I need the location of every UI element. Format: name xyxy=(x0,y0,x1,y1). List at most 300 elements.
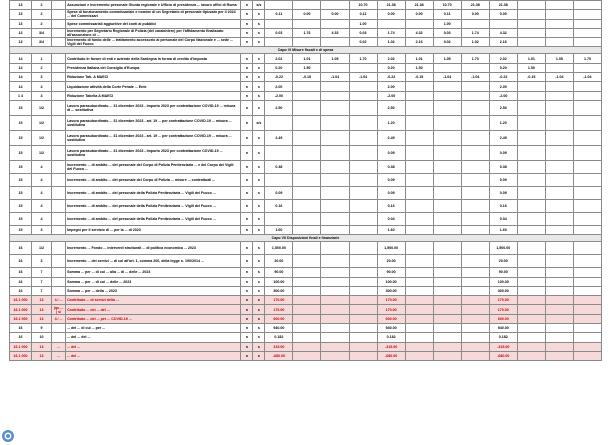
value-cell xyxy=(517,173,545,186)
value-cell xyxy=(545,186,573,199)
value-cell xyxy=(545,38,573,47)
article-number-cell: 16.1 000 xyxy=(10,351,32,360)
value-cell xyxy=(293,1,321,10)
value-cell xyxy=(545,145,573,160)
value-cell xyxy=(573,342,601,351)
description-cell: Somma ... per ... di cui ... delle ... 2023 xyxy=(66,277,241,286)
description-cell: Contributo in favore di enti e aziende della Sardegna in forma di credito d'imposta xyxy=(66,54,241,63)
value-cell: -680.00 xyxy=(489,351,517,360)
value-cell: 1.02 xyxy=(461,38,489,47)
article-number-cell: 15 xyxy=(10,199,32,212)
value-cell xyxy=(545,130,573,145)
description-cell: Incremento ... Fondo ... interventi strutturali ... di politica economica ... 2023 xyxy=(66,242,241,255)
letter-cell xyxy=(52,73,66,82)
description-cell: Incremento ... di ambito ... del personale del Corpo di Polizia ... misure ... contrattuali ... xyxy=(66,173,241,186)
value-cell: 0.03 xyxy=(433,28,461,37)
value-cell: 21.38 xyxy=(405,1,433,10)
letter-cell xyxy=(52,100,66,115)
value-cell: 0.16 xyxy=(489,199,517,212)
article-number-cell: 14 xyxy=(10,54,32,63)
value-cell xyxy=(349,255,377,268)
value-cell xyxy=(517,351,545,360)
section-caption: Capo VII Disposizioni finali e finanziarie xyxy=(10,235,602,242)
article-number-cell: 16 xyxy=(10,268,32,277)
value-cell xyxy=(545,225,573,234)
table-row xyxy=(10,54,602,63)
value-cell xyxy=(545,82,573,91)
code-cell: n xyxy=(241,10,253,19)
value-cell: 10.70 xyxy=(433,1,461,10)
value-cell: 2.02 xyxy=(265,54,293,63)
article-number-cell: 4 xyxy=(32,91,52,100)
value-cell xyxy=(405,286,433,295)
article-number-cell: 4 xyxy=(32,82,52,91)
value-cell: 940.00 xyxy=(489,324,517,333)
code-cell: n xyxy=(241,91,253,100)
value-cell xyxy=(293,351,321,360)
code-cell: n xyxy=(241,19,253,28)
value-cell xyxy=(461,242,489,255)
value-cell xyxy=(349,324,377,333)
table-row xyxy=(10,100,602,115)
value-cell xyxy=(517,324,545,333)
code-cell: n xyxy=(241,324,253,333)
value-cell xyxy=(433,82,461,91)
value-cell xyxy=(349,199,377,212)
code-cell: n xyxy=(241,100,253,115)
value-cell xyxy=(433,286,461,295)
value-cell xyxy=(293,82,321,91)
value-cell xyxy=(349,333,377,342)
description-cell: Incremento ... di ambito ... del personale della Polizia Penitenziaria ... Vigili del Fuoco ... xyxy=(66,186,241,199)
description-cell: Lavoro parasubordinato ... 31 dicembre 2023 - art. 19 ... per contrattazione COVID-19 ... misura ... sostitutiva xyxy=(66,130,241,145)
value-cell xyxy=(517,186,545,199)
table-row xyxy=(10,286,602,295)
value-cell: 0.00 xyxy=(293,10,321,19)
article-number-cell: 1 4 xyxy=(10,91,32,100)
code-cell: n xyxy=(241,225,253,234)
article-number-cell: 15 xyxy=(10,173,32,186)
value-cell xyxy=(461,305,489,314)
value-cell xyxy=(293,255,321,268)
value-cell xyxy=(293,225,321,234)
value-cell xyxy=(321,199,349,212)
value-cell xyxy=(293,324,321,333)
value-cell xyxy=(461,286,489,295)
value-cell xyxy=(433,173,461,186)
value-cell xyxy=(405,199,433,212)
value-cell xyxy=(405,268,433,277)
value-cell xyxy=(573,38,601,47)
value-cell xyxy=(349,130,377,145)
value-cell xyxy=(573,277,601,286)
value-cell: -0.22 xyxy=(489,73,517,82)
description-cell: Incremento per Segretario Regionale di Polizia (del carabiniere) per l'affidamento finalizzato all'assunzione di ... xyxy=(66,28,241,37)
value-cell xyxy=(545,28,573,37)
description-cell: Impegni per il servizio di ... per la ... di 2023 xyxy=(66,225,241,234)
letter-cell xyxy=(52,82,66,91)
article-number-cell: 1/2 xyxy=(32,130,52,145)
article-number-cell: 13 xyxy=(32,296,52,305)
code-cell: s xyxy=(253,305,265,314)
code-cell: s xyxy=(253,199,265,212)
value-cell: -1.04 xyxy=(573,73,601,82)
value-cell xyxy=(545,63,573,72)
value-cell: 1.20 xyxy=(377,115,405,130)
code-cell: s xyxy=(253,255,265,268)
value-cell xyxy=(489,19,517,28)
value-cell xyxy=(545,314,573,323)
letter-cell xyxy=(52,225,66,234)
value-cell xyxy=(517,115,545,130)
value-cell xyxy=(545,305,573,314)
code-cell: n xyxy=(241,305,253,314)
value-cell xyxy=(573,314,601,323)
value-cell xyxy=(545,277,573,286)
value-cell xyxy=(293,268,321,277)
value-cell: 0.00 xyxy=(461,10,489,19)
value-cell: 1.60 xyxy=(265,225,293,234)
value-cell: 1.01 xyxy=(293,54,321,63)
value-cell: 1.00 xyxy=(349,19,377,28)
value-cell: 1.01 xyxy=(517,54,545,63)
value-cell xyxy=(349,145,377,160)
value-cell xyxy=(265,1,293,10)
value-cell: 4.32 xyxy=(489,28,517,37)
value-cell xyxy=(573,296,601,305)
value-cell xyxy=(321,160,349,173)
value-cell xyxy=(433,130,461,145)
code-cell: n xyxy=(241,333,253,342)
value-cell xyxy=(433,268,461,277)
table-row xyxy=(10,115,602,130)
code-cell: s xyxy=(253,324,265,333)
value-cell xyxy=(349,63,377,72)
value-cell xyxy=(349,160,377,173)
value-cell xyxy=(573,28,601,37)
value-cell xyxy=(349,286,377,295)
value-cell: 1,500.00 xyxy=(489,242,517,255)
value-cell xyxy=(405,82,433,91)
value-cell xyxy=(545,173,573,186)
value-cell xyxy=(433,333,461,342)
article-number-cell: 13 xyxy=(32,314,52,323)
article-number-cell: 4 xyxy=(32,160,52,173)
value-cell: 2.00 xyxy=(265,82,293,91)
value-cell xyxy=(321,100,349,115)
value-cell: 100.00 xyxy=(265,277,293,286)
code-cell: s xyxy=(253,242,265,255)
code-cell: n xyxy=(241,342,253,351)
table-row xyxy=(10,314,602,323)
description-cell: Contributo ... dei ... per ... COVID-19 ... xyxy=(66,314,241,323)
value-cell xyxy=(545,242,573,255)
article-number-cell: 16 xyxy=(10,255,32,268)
value-cell: 0.11 xyxy=(433,10,461,19)
value-cell xyxy=(461,173,489,186)
value-cell xyxy=(265,115,293,130)
article-number-cell: 15 xyxy=(10,212,32,225)
value-cell xyxy=(517,342,545,351)
value-cell xyxy=(321,1,349,10)
letter-cell xyxy=(52,286,66,295)
value-cell xyxy=(573,91,601,100)
letter-cell xyxy=(52,91,66,100)
letter-cell xyxy=(52,115,66,130)
value-cell xyxy=(349,351,377,360)
description-cell: Incremento di fondo delle ... trattamento accessorio al personale del Corpo Nazionale e ... sede ... Vigili del Fuoco xyxy=(66,38,241,47)
description-cell: Incremento ... di ambito ... del personale del Corpo di Polizia Penitenziaria ... e del Corpo dei Vigili del Fuoco ... xyxy=(66,160,241,173)
letter-cell xyxy=(52,1,66,10)
value-cell: 2.49 xyxy=(377,130,405,145)
article-number-cell: 7 xyxy=(32,277,52,286)
value-cell xyxy=(461,130,489,145)
value-cell: 1.70 xyxy=(461,54,489,63)
letter-cell xyxy=(52,199,66,212)
table-row xyxy=(10,242,602,255)
value-cell xyxy=(293,305,321,314)
value-cell: 20.00 xyxy=(489,255,517,268)
value-cell xyxy=(433,145,461,160)
code-cell: s xyxy=(253,212,265,225)
value-cell xyxy=(405,314,433,323)
value-cell: 0.03 xyxy=(265,28,293,37)
value-cell: 170.00 xyxy=(377,296,405,305)
value-cell: 1.76 xyxy=(293,28,321,37)
value-cell xyxy=(293,91,321,100)
description-cell: ... del ... del ... xyxy=(66,333,241,342)
value-cell xyxy=(433,255,461,268)
value-cell xyxy=(573,286,601,295)
letter-cell xyxy=(52,145,66,160)
value-cell: -0.22 xyxy=(377,73,405,82)
value-cell xyxy=(545,199,573,212)
value-cell xyxy=(405,212,433,225)
value-cell xyxy=(321,225,349,234)
value-cell xyxy=(265,38,293,47)
table-row xyxy=(10,73,602,82)
code-cell: n xyxy=(241,73,253,82)
table-row xyxy=(10,28,602,37)
article-number-cell: 2 xyxy=(32,63,52,72)
value-cell xyxy=(461,63,489,72)
code-cell: n xyxy=(241,173,253,186)
letter-cell xyxy=(52,19,66,28)
article-number-cell: 15 xyxy=(10,186,32,199)
value-cell: 0.09 xyxy=(489,186,517,199)
value-cell xyxy=(461,91,489,100)
value-cell: 2.50 xyxy=(489,100,517,115)
value-cell xyxy=(461,296,489,305)
description-cell: Contributo ... di servizi della ... xyxy=(66,296,241,305)
article-number-cell: 1/2 xyxy=(32,115,52,130)
value-cell xyxy=(573,255,601,268)
article-number-cell: 2 xyxy=(32,10,52,19)
value-cell xyxy=(433,242,461,255)
description-cell: Lavoro parasubordinato ... 31 dicembre 2023 - Importo 2023 per contrattazione COVID-19 ... sostitutiva xyxy=(66,145,241,160)
article-number-cell: 16 xyxy=(10,286,32,295)
letter-cell xyxy=(52,28,66,37)
code-cell: n xyxy=(241,145,253,160)
article-number-cell: 3 xyxy=(32,255,52,268)
value-cell xyxy=(321,145,349,160)
value-cell xyxy=(573,19,601,28)
code-cell: n xyxy=(241,28,253,37)
article-number-cell: 2 xyxy=(32,1,52,10)
value-cell: -0.22 xyxy=(265,73,293,82)
value-cell xyxy=(293,242,321,255)
value-cell xyxy=(461,277,489,286)
value-cell xyxy=(517,277,545,286)
value-cell xyxy=(321,305,349,314)
value-cell xyxy=(573,268,601,277)
value-cell: -2.00 xyxy=(377,91,405,100)
letter-cell xyxy=(52,255,66,268)
value-cell xyxy=(405,115,433,130)
value-cell xyxy=(293,186,321,199)
value-cell xyxy=(349,225,377,234)
description-cell: Somma ... per ... della ... 2023 xyxy=(66,286,241,295)
value-cell: 1.50 xyxy=(405,63,433,72)
value-cell: -315.00 xyxy=(489,342,517,351)
description-cell: Liquidazione attività della Corte Penale ... Ente xyxy=(66,82,241,91)
value-cell: -2.00 xyxy=(265,91,293,100)
value-cell xyxy=(265,145,293,160)
code-cell: s xyxy=(253,277,265,286)
article-number-cell: 13 xyxy=(32,351,52,360)
value-cell xyxy=(293,277,321,286)
letter-cell xyxy=(52,173,66,186)
value-cell: 1.70 xyxy=(573,54,601,63)
value-cell: 21.38 xyxy=(489,1,517,10)
code-cell: s xyxy=(253,173,265,186)
value-cell xyxy=(293,145,321,160)
code-cell: n xyxy=(241,277,253,286)
table-row xyxy=(10,130,602,145)
letter-cell xyxy=(52,186,66,199)
value-cell: 315.00 xyxy=(265,342,293,351)
code-cell: s xyxy=(253,333,265,342)
article-number-cell: 13 xyxy=(10,38,32,47)
article-number-cell: 16 xyxy=(10,333,32,342)
value-cell: 2.50 xyxy=(265,100,293,115)
article-number-cell: 7 xyxy=(32,268,52,277)
description-cell: Incremento ... dei servizi ... di cui all'art. 1, comma 200, della legge n. 190/2014 ... xyxy=(66,255,241,268)
value-cell xyxy=(545,333,573,342)
code-cell: s xyxy=(253,286,265,295)
value-cell xyxy=(349,100,377,115)
value-cell xyxy=(545,91,573,100)
value-cell: 100.00 xyxy=(489,277,517,286)
value-cell: 21.38 xyxy=(377,1,405,10)
value-cell xyxy=(545,1,573,10)
value-cell xyxy=(517,212,545,225)
table-row xyxy=(10,145,602,160)
value-cell: 1.50 xyxy=(517,63,545,72)
article-number-cell: 16 xyxy=(10,277,32,286)
value-cell xyxy=(433,160,461,173)
value-cell: 0.38 xyxy=(489,160,517,173)
value-cell: -1.04 xyxy=(349,73,377,82)
table-body xyxy=(10,1,602,361)
value-cell xyxy=(405,351,433,360)
value-cell: 2.02 xyxy=(489,54,517,63)
value-cell xyxy=(321,314,349,323)
value-cell: 2.02 xyxy=(377,54,405,63)
value-cell xyxy=(321,212,349,225)
article-number-cell: 13 xyxy=(10,10,32,19)
value-cell xyxy=(573,130,601,145)
article-number-cell: 10 xyxy=(32,333,52,342)
value-cell xyxy=(545,351,573,360)
value-cell xyxy=(321,324,349,333)
value-cell xyxy=(405,130,433,145)
description-cell: Contributo ... dei ... del ... xyxy=(66,305,241,314)
letter-cell xyxy=(52,54,66,63)
value-cell xyxy=(349,186,377,199)
code-cell: s xyxy=(253,73,265,82)
value-cell xyxy=(321,286,349,295)
value-cell: 0.09 xyxy=(489,145,517,160)
value-cell xyxy=(321,63,349,72)
value-cell xyxy=(321,342,349,351)
article-number-cell: 13 xyxy=(32,305,52,314)
value-cell xyxy=(265,19,293,28)
value-cell xyxy=(405,91,433,100)
value-cell xyxy=(517,314,545,323)
value-cell: 170.00 xyxy=(377,305,405,314)
value-cell: 2.50 xyxy=(377,100,405,115)
code-cell: s xyxy=(253,100,265,115)
code-cell: s xyxy=(253,225,265,234)
article-number-cell: 15 xyxy=(10,115,32,130)
value-cell: 300.00 xyxy=(377,286,405,295)
table-row xyxy=(10,173,602,186)
code-cell: s xyxy=(253,296,265,305)
value-cell xyxy=(433,212,461,225)
value-cell: 2.49 xyxy=(265,130,293,145)
article-number-cell: 2 xyxy=(32,19,52,28)
description-cell: Incremento ... di ambito ... del personale della Polizia Penitenziaria ... Vigili del Fuoco ... xyxy=(66,212,241,225)
value-cell xyxy=(517,296,545,305)
value-cell: 100.00 xyxy=(377,277,405,286)
value-cell xyxy=(293,199,321,212)
value-cell xyxy=(517,145,545,160)
article-number-cell: 16 xyxy=(10,324,32,333)
value-cell xyxy=(349,212,377,225)
description-cell: Incremento ... di ambito ... del personale della Polizia Penitenziaria ... Vigili del Fuoco ... xyxy=(66,199,241,212)
description-cell: ... del ... xyxy=(66,342,241,351)
code-cell: n xyxy=(241,314,253,323)
value-cell xyxy=(545,268,573,277)
code-cell: s xyxy=(253,314,265,323)
code-cell: n xyxy=(241,63,253,72)
value-cell: 4.33 xyxy=(321,28,349,37)
value-cell: 90.00 xyxy=(377,268,405,277)
letter-cell: ... xyxy=(52,342,66,351)
code-cell: s xyxy=(253,63,265,72)
article-number-cell: 13 xyxy=(10,1,32,10)
value-cell: 2.00 xyxy=(377,82,405,91)
code-cell: n xyxy=(241,130,253,145)
table-row xyxy=(10,160,602,173)
value-cell xyxy=(545,19,573,28)
value-cell xyxy=(321,91,349,100)
value-cell: 1.60 xyxy=(489,225,517,234)
article-number-cell: 15 xyxy=(10,100,32,115)
description-cell: Riduzione Tabella A MAECI xyxy=(66,91,241,100)
value-cell xyxy=(321,130,349,145)
